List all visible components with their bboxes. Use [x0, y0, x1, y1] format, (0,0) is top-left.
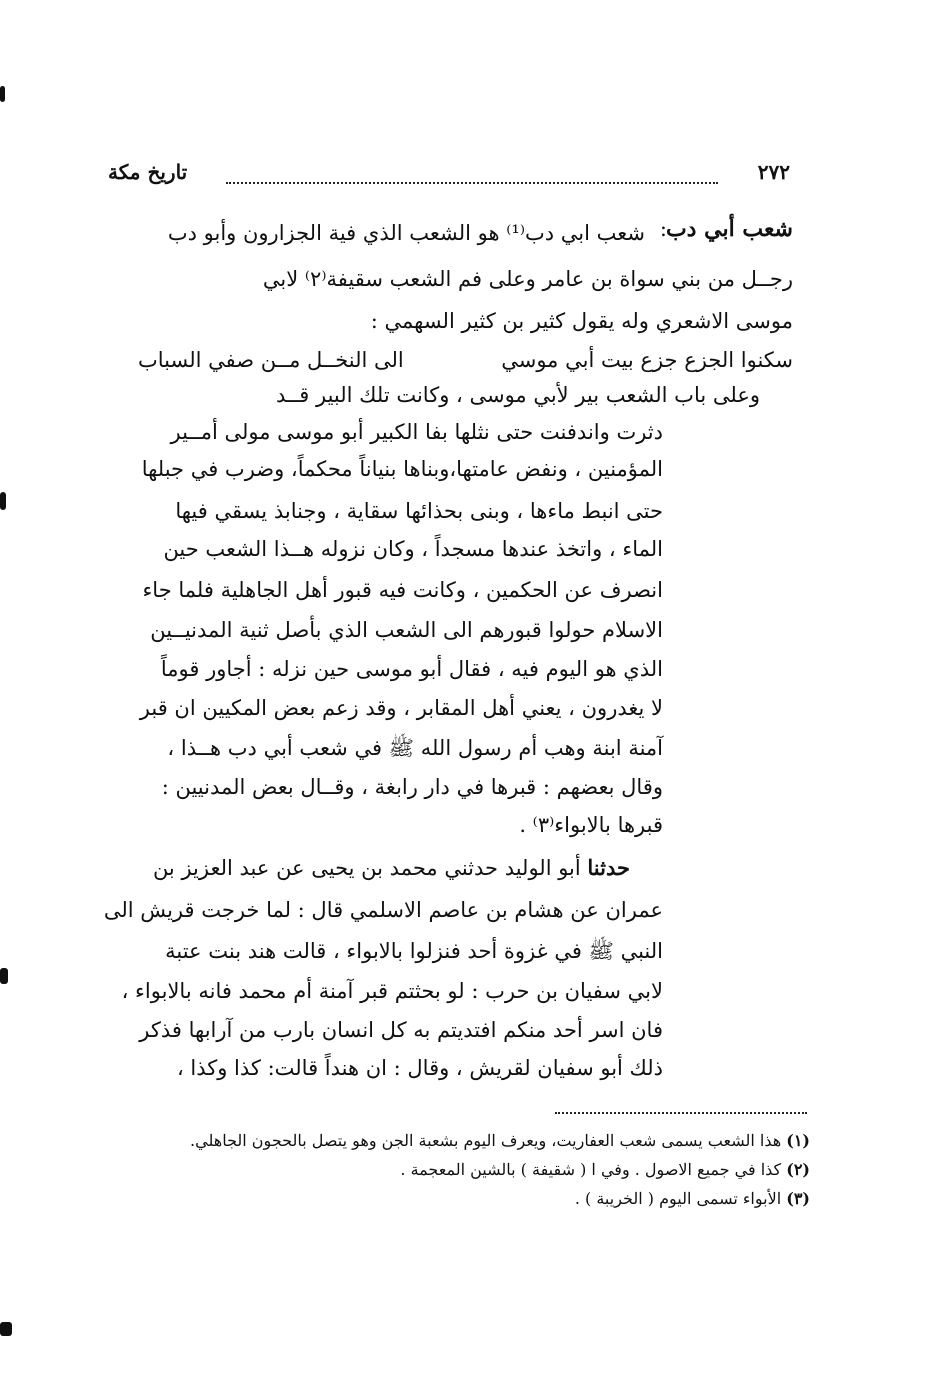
text-line: لابي سفيان بن حرب : لو بحثتم قبر آمنة أم محمد فانه بالابواء ، — [121, 979, 663, 1003]
footnote-number: (٣) — [786, 1189, 810, 1208]
text-line: النبي ﷺ في غزوة أحد فنزلوا بالابواء ، قالت هند بنت عتبة — [165, 939, 663, 963]
footnote — [400, 1157, 810, 1183]
footnote — [190, 1128, 810, 1154]
footnote-text: هذا الشعب يسمى شعب العفاريت، ويعرف اليوم بشعبة الجن وهو يتصل بالحجون الجاهلي. — [190, 1131, 782, 1150]
side-heading-colon: : — [659, 217, 667, 241]
scan-edge-mark — [0, 86, 5, 102]
side-heading: شعب أبي دب — [665, 216, 793, 242]
text-line: المؤمنين ، ونفض عامتها،وبناها بنياناً محكماً، وضرب في جبلها — [141, 457, 663, 481]
text-line: الماء ، واتخذ عندها مسجداً ، وكان نزوله هــذا الشعب حين — [163, 537, 663, 561]
text-line: شعب ابي دب⁽¹⁾ هو الشعب الذي فية الجزارون وأبو دب — [167, 221, 645, 245]
text-line: دثرت واندفنت حتى نثلها بفا الكبير أبو موسى مولى أمــير — [170, 420, 663, 444]
scan-edge-mark — [0, 968, 8, 984]
running-title: تاريخ مكة — [108, 160, 188, 184]
text-line: وقال بعضهم : قبرها في دار رابغة ، وقــال بعض المدنيين : — [161, 775, 663, 799]
footnote-number: (١) — [786, 1131, 810, 1150]
scan-edge-mark — [0, 1322, 12, 1336]
footnote-number: (٢) — [786, 1160, 810, 1179]
text-line: وعلى باب الشعب بير لأبي موسى ، وكانت تلك البير قــد — [275, 383, 760, 407]
text-line: فان اسر أحد منكم افتديتم به كل انسان بارب من آرابها فذكر — [139, 1018, 663, 1042]
text-line: آمنة ابنة وهب أم رسول الله ﷺ في شعب أبي دب هــذا ، — [167, 736, 663, 760]
verse-first-hemistich: سكنوا الجزع جزع بيت أبي موسي — [501, 348, 793, 372]
footnote-text: كذا في جميع الاصول . وفي ا ( شقيفة ) بالشين المعجمة . — [400, 1160, 782, 1179]
footnote-text: الأبواء تسمى اليوم ( الخريبة ) . — [574, 1189, 782, 1208]
text-line: موسى الاشعري وله يقول كثير بن كثير السهمي : — [370, 309, 793, 333]
footnote — [575, 1186, 810, 1212]
text-line: عمران عن هشام بن عاصم الاسلمي قال : لما خرجت قريش الى — [103, 898, 663, 922]
text-line: قبرها بالابواء⁽٣⁾ . — [519, 813, 663, 837]
text-line: لا يغدرون ، يعني أهل المقابر ، وقد زعم بعض المكيين ان قبر — [139, 696, 663, 720]
verse-second-hemistich: الى النخــل مــن صفي السباب — [138, 348, 404, 372]
text-line: حتى انبط ماءها ، وبنى بحذائها سقاية ، وجنابذ يسقي فيها — [175, 499, 663, 523]
text-line: رجــل من بني سواة بن عامر وعلى فم الشعب سقيفة⁽٢⁾ لابي — [262, 267, 793, 291]
footnote-rule — [555, 1112, 807, 1114]
text-line: انصرف عن الحكمين ، وكانت فيه قبور أهل الجاهلية فلما جاء — [142, 578, 663, 602]
paragraph-lead-word: حدثنا — [587, 855, 630, 880]
paragraph-line-first — [153, 853, 630, 883]
text-span: أبو الوليد حدثني محمد بن يحيى عن عبد العزيز بن — [152, 856, 588, 880]
scan-edge-mark — [0, 492, 6, 510]
page-number: ٢٧٢ — [757, 160, 790, 184]
header-dotted-rule — [226, 182, 718, 184]
running-header — [108, 160, 790, 194]
text-line: الذي هو اليوم فيه ، فقال أبو موسى حين نزله : أجاور قوماً — [160, 657, 663, 681]
text-line: الاسلام حولوا قبورهم الى الشعب الذي بأصل ثنية المدنيــين — [150, 618, 663, 642]
text-line: ذلك أبو سفيان لقريش ، وقال : ان هنداً قالت: كذا وكذا ، — [176, 1056, 663, 1080]
